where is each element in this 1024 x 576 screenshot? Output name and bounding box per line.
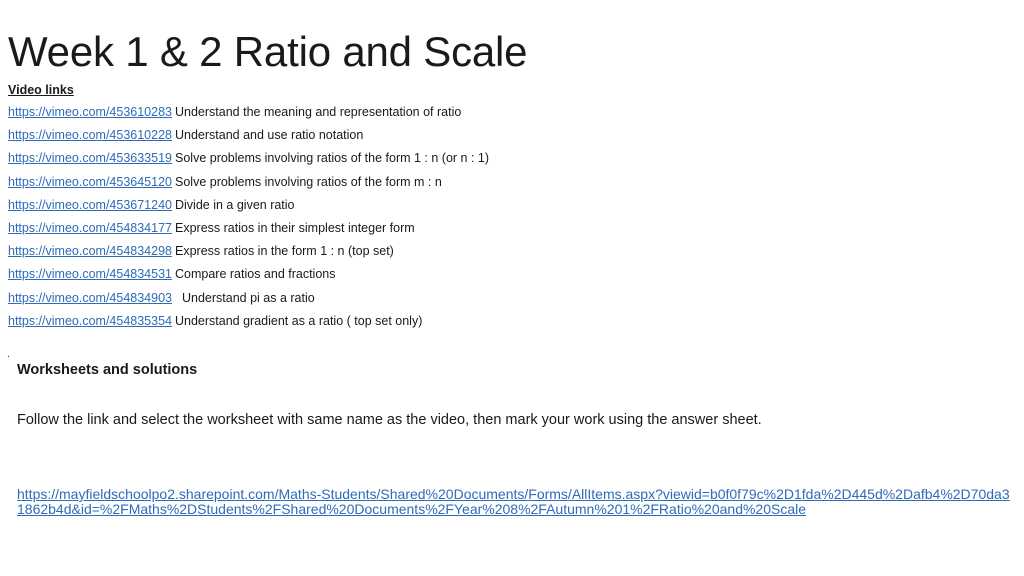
video-row	[8, 197, 489, 220]
video-row	[8, 290, 489, 313]
video-row	[8, 127, 489, 150]
video-link[interactable]: https://vimeo.com/454834531	[8, 267, 172, 282]
worksheets-link[interactable]: https://mayfieldschoolpo2.sharepoint.com/Maths-Students/Shared%20Documents/Forms/AllItems.aspx?viewid=b0f0f79c%2D1fda%2D445d%2Dafb4%2D70da31862b4d&id=%2FMaths%2DStudents%2FShared%20Documents%2FYear%208%2FAutumn%201%2FRatio%20and%20Scale	[17, 486, 1010, 517]
video-link[interactable]: https://vimeo.com/453610228	[8, 128, 172, 143]
video-description: Solve problems involving ratios of the form m : n	[175, 174, 442, 189]
video-row	[8, 243, 489, 266]
worksheets-heading: Worksheets and solutions	[17, 362, 198, 378]
video-description: Understand and use ratio notation	[175, 128, 364, 143]
video-link[interactable]: https://vimeo.com/453645120	[8, 174, 172, 189]
video-description: Express ratios in their simplest integer form	[175, 220, 415, 235]
stray-mark: .	[7, 349, 10, 360]
video-list	[8, 104, 489, 336]
video-links-heading: Video links	[8, 83, 74, 97]
video-row	[8, 266, 489, 289]
video-row	[8, 220, 489, 243]
video-row	[8, 150, 489, 173]
video-link[interactable]: https://vimeo.com/454835354	[8, 313, 172, 328]
video-description: Understand pi as a ratio	[182, 290, 315, 305]
video-link[interactable]: https://vimeo.com/454834903	[8, 290, 172, 305]
video-description: Divide in a given ratio	[175, 197, 295, 212]
video-link[interactable]: https://vimeo.com/453671240	[8, 197, 172, 212]
worksheets-instructions: Follow the link and select the worksheet with same name as the video, then mark your work using the answer sheet.	[17, 412, 762, 428]
video-description: Express ratios in the form 1 : n (top set)	[175, 244, 394, 259]
video-description: Understand gradient as a ratio ( top set only)	[175, 313, 423, 328]
video-row	[8, 174, 489, 197]
video-link[interactable]: https://vimeo.com/454834298	[8, 244, 172, 259]
video-link[interactable]: https://vimeo.com/454834177	[8, 220, 172, 235]
video-description: Compare ratios and fractions	[175, 267, 336, 282]
video-row	[8, 104, 489, 127]
video-row	[8, 313, 489, 336]
video-link[interactable]: https://vimeo.com/453633519	[8, 151, 172, 166]
video-link[interactable]: https://vimeo.com/453610283	[8, 105, 172, 119]
video-description: Understand the meaning and representation of ratio	[175, 105, 462, 119]
page-title: Week 1 & 2 Ratio and Scale	[8, 28, 528, 75]
video-description: Solve problems involving ratios of the form 1 : n (or n : 1)	[175, 151, 490, 166]
